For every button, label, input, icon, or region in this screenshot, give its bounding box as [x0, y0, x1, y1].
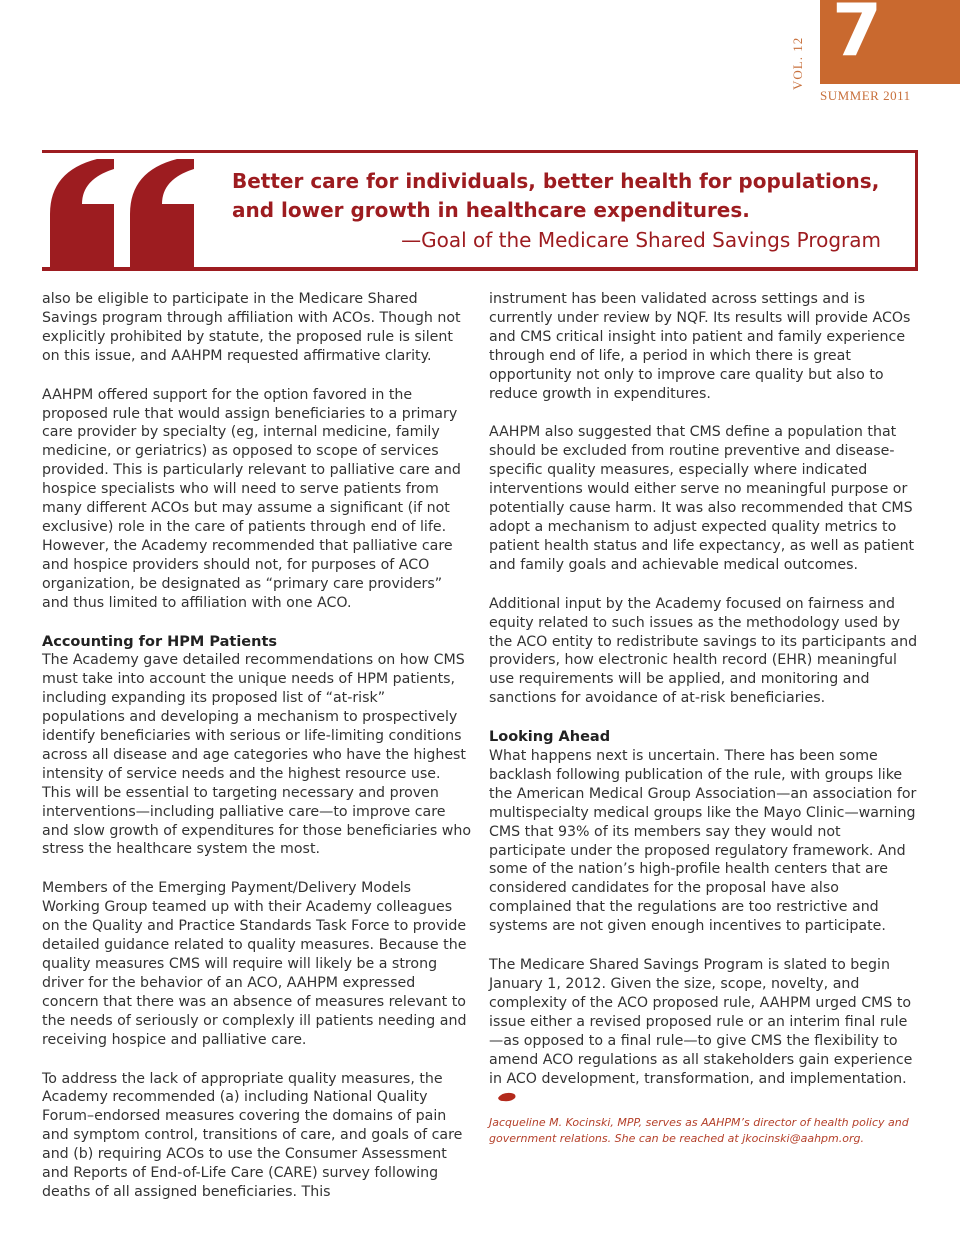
author-bio: Jacqueline M. Kocinski, MPP, serves as AAHPM’s director of health policy and government relations. She can be reached at jkocinski@aahpm.org.	[489, 1116, 909, 1145]
right-paragraph-4: What happens next is uncertain. There has been some backlash following publication of the rule, with groups like the American Medical Group Association—an association for multispecialty medical groups like the Mayo Clinic—warning CMS that 93% of its members say they would not participate under the proposed regulatory framework. And some of the nation’s high-profile health centers that are considered candidates for the proposal have also complained that the regulations are too restrictive and systems are not given enough incentives to participate.	[489, 748, 917, 935]
left-paragraph-5: To address the lack of appropriate quality measures, the Academy recommended (a) including National Quality Forum–endorsed measures covering the domains of pain and symptom control, transitions of care, and goals of care and (b) requiring ACOs to use the Consumer Assessment and Reports of End-of-Life Care (CARE) survey following deaths of all assigned beneficiaries. This	[42, 1070, 463, 1200]
right-paragraph-3: Additional input by the Academy focused on fairness and equity related to such issues as the methodology used by the ACO entity to redistribute savings to its participants and providers, how electronic health record (EHR) meaningful use requirements will be applied, and monitoring and sanctions for avoidance of at-risk beneficiaries.	[489, 595, 918, 707]
right-paragraph-2: AAHPM also suggested that CMS define a population that should be excluded from routine preventive and disease-specific quality measures, especially where indicated interventions would either serve no meaningful purpose or potentially cause harm. It was also recommended that CMS adopt a mechanism to adjust expected quality metrics to patient health status and life expectancy, as well as patient and family goals and achievable medical outcomes.	[489, 424, 915, 573]
section-heading-accounting: Accounting for HPM Patients	[42, 633, 278, 650]
right-paragraph-5-wrap	[489, 956, 919, 1107]
section-heading-looking-ahead: Looking Ahead	[489, 729, 611, 746]
left-paragraph-1: also be eligible to participate in the Medicare Shared Savings program through affiliation with ACOs. Though not explicitly prohibited by statute, the proposed rule is silent on this issue, and AAHPM requested affirmative clarity.	[42, 291, 461, 364]
pull-quote-line-2: and lower growth in healthcare expenditures.	[232, 198, 750, 222]
season-label: SUMMER 2011	[820, 88, 911, 103]
right-paragraph-5: The Medicare Shared Savings Program is slated to begin January 1, 2012. Given the size, scope, novelty, and complexity of the ACO proposed rule, AAHPM urged CMS to issue either a revised proposed rule or an interim final rule—as opposed to a final rule—to give CMS the flexibility to amend ACO regulations as all stakeholders gain experience in ACO development, transformation, and implementation.	[489, 957, 913, 1087]
left-paragraph-2: AAHPM offered support for the option favored in the proposed rule that would assign beneficiaries to a primary care provider by specialty (eg, internal medicine, family medicine, or geriatrics) as opposed to scope of services provided. This is particularly relevant to palliative care and hospice specialists who will need to serve patients from many different ACOs but may assume a significant (if not exclusive) role in the care of patients through end of life. However, the Academy recommended that palliative care and hospice providers should not, for purposes of ACO organization, be designated as “primary care providers” and thus limited to affiliation with one ACO.	[42, 386, 461, 611]
left-column	[42, 290, 472, 1222]
right-column	[489, 290, 919, 1146]
issue-number-box	[820, 0, 960, 84]
pull-quote-attribution: —Goal of the Medicare Shared Savings Program	[401, 228, 881, 252]
pull-quote-line-1: Better care for individuals, better health for populations,	[232, 169, 880, 193]
quote-mark-icon	[42, 159, 212, 269]
pull-quote	[42, 150, 918, 271]
end-of-article-icon	[497, 1092, 517, 1102]
left-paragraph-4: Members of the Emerging Payment/Delivery Models Working Group teamed up with their Academy colleagues on the Quality and Practice Standards Task Force to provide detailed guidance related to quality measures. Because the quality measures CMS will require will likely be a strong driver for the behavior of an ACO, AAHPM expressed concern that there was an absence of measures relevant to the needs of seriously or complexly ill patients needing and receiving hospice and palliative care.	[42, 880, 467, 1048]
right-paragraph-1: instrument has been validated across settings and is currently under review by NQF. Its results will provide ACOs and CMS critical insight into patient and family experience through end of life, a period in which there is great opportunity not only to improve care quality but also to reduce growth in expenditures.	[489, 291, 911, 402]
issue-number: 7	[832, 0, 883, 72]
volume-label: VOL. 12	[790, 36, 805, 90]
left-paragraph-3: The Academy gave detailed recommendations on how CMS must take into account the unique needs of HPM patients, including expanding its proposed list of “at-risk” populations and developing a mechanism to prospectively identify beneficiaries with serious or life-limiting conditions across all disease and age categories who have the highest intensity of service needs and the highest resource use. This will be essential to targeting necessary and proven interventions—including palliative care—to improve care and slow growth of expenditures for those beneficiaries who stress the healthcare system the most.	[42, 652, 472, 858]
